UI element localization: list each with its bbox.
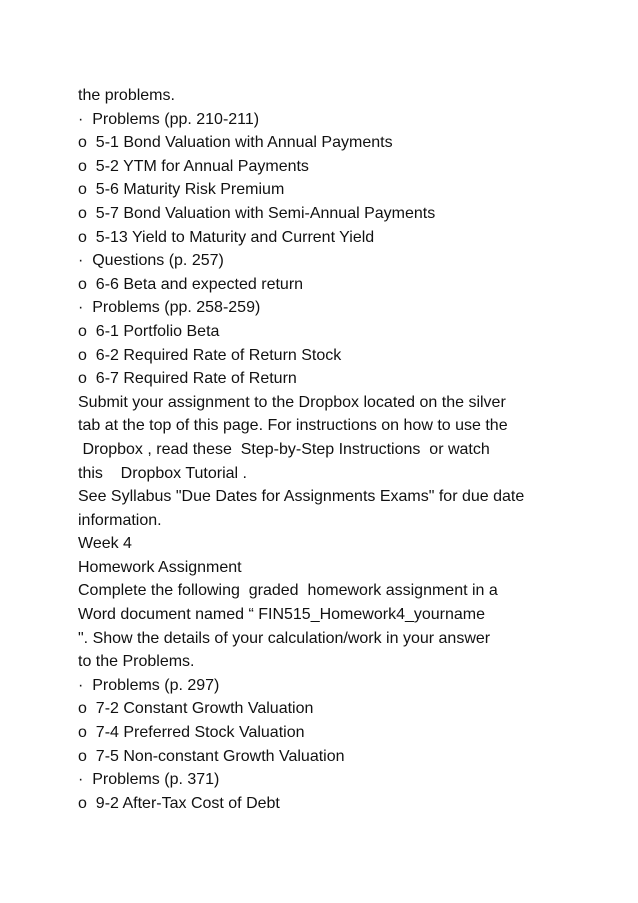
text-line: ". Show the details of your calculation/work in your answer: [78, 629, 491, 647]
text-line: Dropbox , read these Step-by-Step Instructions or watch: [78, 440, 490, 458]
list-item: o 7-2 Constant Growth Valuation: [78, 700, 314, 718]
list-item: o 6-2 Required Rate of Return Stock: [78, 346, 342, 364]
list-item: o 5-13 Yield to Maturity and Current Yield: [78, 228, 375, 246]
text-line: information.: [78, 511, 162, 529]
list-item: o 5-2 YTM for Annual Payments: [78, 157, 309, 175]
section-heading: Week 4: [78, 535, 132, 553]
bullet-item: · Problems (p. 371): [78, 771, 220, 789]
list-item: o 6-6 Beta and expected return: [78, 275, 304, 293]
list-item: o 6-1 Portfolio Beta: [78, 322, 220, 340]
list-item: o 5-7 Bond Valuation with Semi-Annual Payments: [78, 204, 436, 222]
text-line: Submit your assignment to the Dropbox located on the silver: [78, 393, 506, 411]
text-line: this Dropbox Tutorial .: [78, 464, 247, 482]
text-line: See Syllabus "Due Dates for Assignments Exams" for due date: [78, 488, 525, 506]
list-item: o 5-6 Maturity Risk Premium: [78, 181, 285, 199]
text-line: the problems.: [78, 87, 175, 104]
bullet-item: · Problems (p. 297): [78, 676, 220, 694]
bullet-item: · Questions (p. 257): [78, 252, 224, 270]
bullet-item: · Problems (pp. 258-259): [78, 299, 261, 317]
text-line: tab at the top of this page. For instructions on how to use the: [78, 417, 508, 435]
text-line: to the Problems.: [78, 653, 195, 671]
text-line: Complete the following graded homework assignment in a: [78, 582, 498, 600]
document-page: [78, 84, 598, 815]
text-line: Word document named “ FIN515_Homework4_yourname: [78, 606, 486, 624]
list-item: o 6-7 Required Rate of Return: [78, 370, 297, 388]
section-heading: Homework Assignment: [78, 558, 242, 576]
list-item: o 7-5 Non-constant Growth Valuation: [78, 747, 345, 765]
list-item: o 5-1 Bond Valuation with Annual Payments: [78, 134, 393, 152]
list-item: o 9-2 After-Tax Cost of Debt: [78, 794, 280, 812]
list-item: o 7-4 Preferred Stock Valuation: [78, 724, 305, 742]
bullet-item: · Problems (pp. 210-211): [78, 110, 260, 128]
